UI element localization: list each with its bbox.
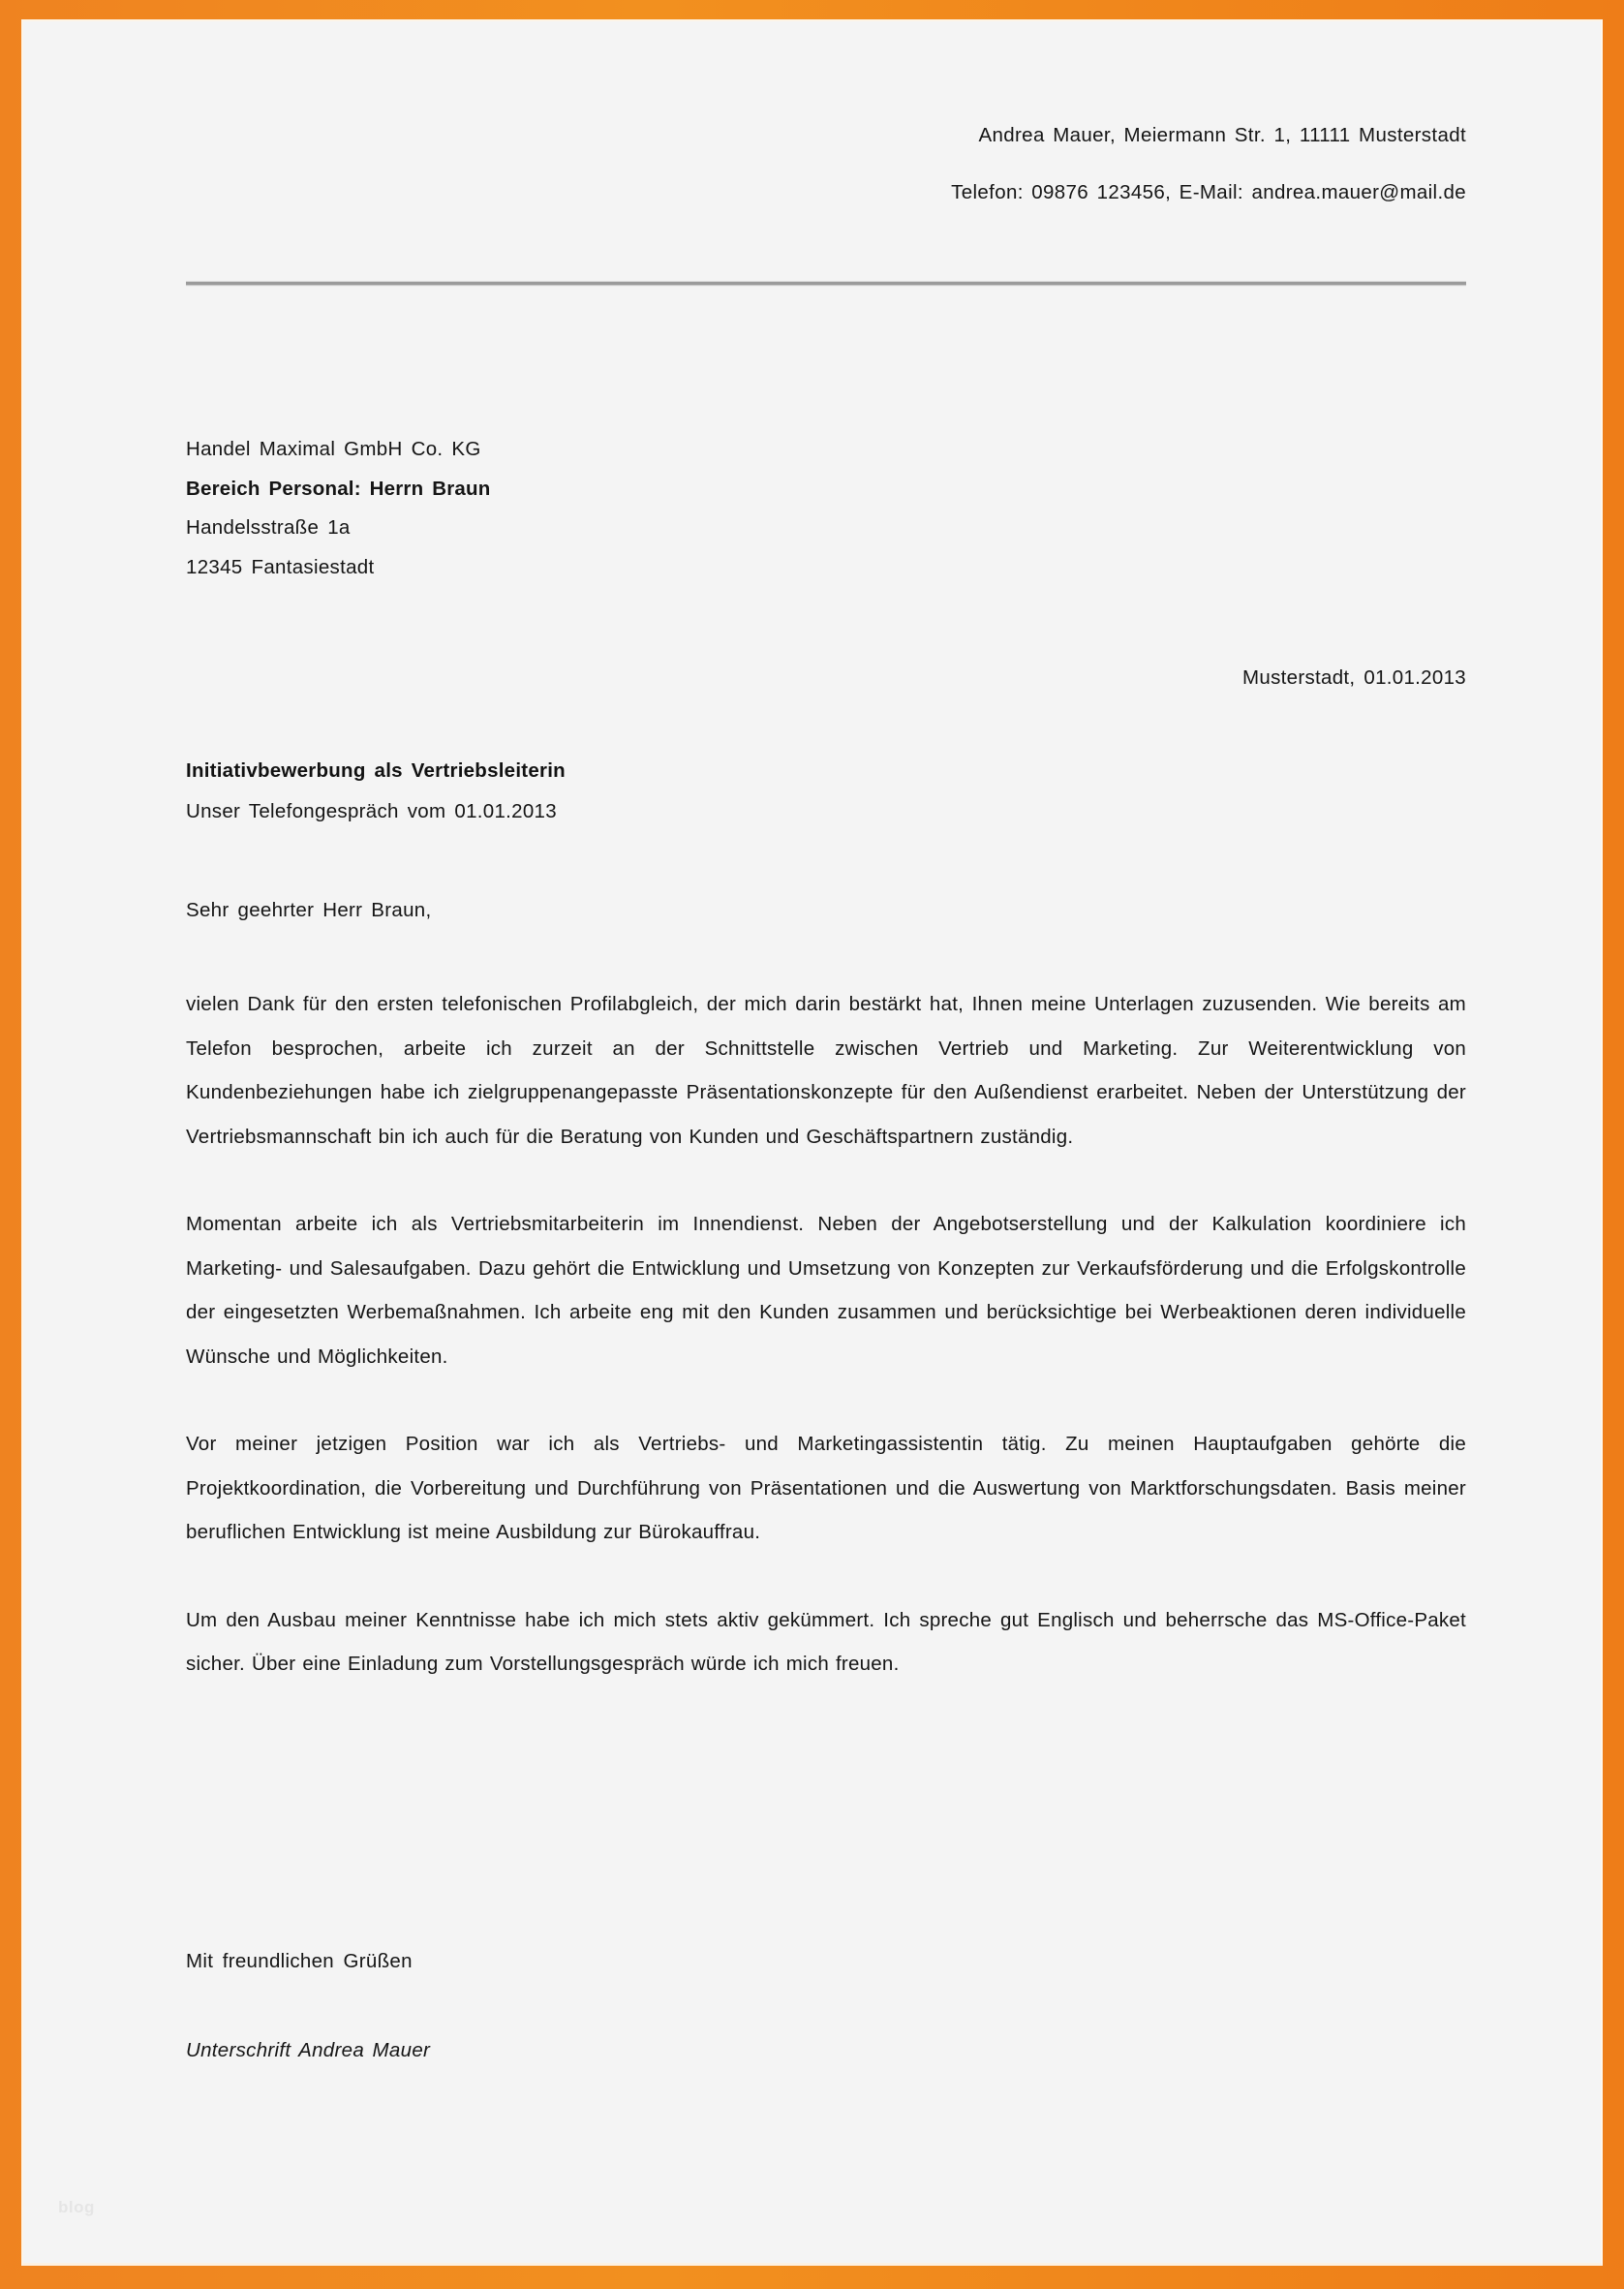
letter-content <box>165 21 1466 2263</box>
closing-greeting: Mit freundlichen Grüßen <box>186 1950 413 1972</box>
header-divider-rule <box>186 281 1466 288</box>
recipient-department: Bereich Personal: Herrn Braun <box>186 477 491 500</box>
body-paragraph: Um den Ausbau meiner Kenntnisse habe ich mich stets aktiv gekümmert. Ich spreche gut Englisch und beherrsche das MS-Office-Paket sicher. Über eine Einladung zum Vorstellungsgespräch würde ich mich freuen. <box>186 1608 1466 1675</box>
letter-sheet <box>21 19 1603 2266</box>
letter-body <box>186 982 1466 1686</box>
sender-header <box>165 126 1466 202</box>
body-paragraph: vielen Dank für den ersten telefonischen Profilabgleich, der mich darin bestärkt hat, Ihnen meine Unterlagen zuzusenden. Wie bereits am Telefon besprochen, arbeite ich zurzeit an der Schnittstelle zwischen Vertrieb und Marketing. Zur Weiterentwicklung von Kundenbeziehungen habe ich zielgruppenangepasste Präsentationskonzepte für den Außendienst erarbeitet. Neben der Unterstützung der Vertriebsmannschaft bin ich auch für die Beratung von Kunden und Geschäftspartnern zuständig. <box>186 993 1466 1148</box>
page-watermark: blog <box>58 2198 95 2216</box>
body-paragraph: Vor meiner jetzigen Position war ich als Vertriebs- und Marketingassistentin tätig. Zu meinen Hauptaufgaben gehörte die Projektkoordination, die Vorbereitung und Durchführung von Präsentationen und die Auswertung von Marktforschungsdaten. Basis meiner beruflichen Entwicklung ist meine Ausbildung zur Bürokauffrau. <box>186 1433 1466 1543</box>
sender-contact-line: Telefon: 09876 123456, E-Mail: andrea.mauer@mail.de <box>951 180 1466 203</box>
body-paragraph: Momentan arbeite ich als Vertriebsmitarbeiterin im Innendienst. Neben der Angebotserstellung und der Kalkulation koordiniere ich Marketing- und Salesaufgaben. Dazu gehört die Entwicklung und Umsetzung von Konzepten zur Verkaufsförderung und die Erfolgskontrolle der eingesetzten Werbemaßnahmen. Ich arbeite eng mit den Kunden zusammen und berücksichtige bei Werbeaktionen deren individuelle Wünsche und Möglichkeiten. <box>186 1213 1466 1368</box>
signature-line: Unterschrift Andrea Mauer <box>186 2039 431 2061</box>
recipient-city: 12345 Fantasiestadt <box>186 555 375 578</box>
recipient-company: Handel Maximal GmbH Co. KG <box>186 438 481 460</box>
recipient-address-block <box>186 440 1057 577</box>
sender-address-line: Andrea Mauer, Meiermann Str. 1, 11111 Musterstadt <box>978 124 1466 146</box>
subject-reference: Unser Telefongespräch vom 01.01.2013 <box>186 799 557 822</box>
salutation: Sehr geehrter Herr Braun, <box>186 899 432 921</box>
subject-block <box>186 761 1251 821</box>
letter-date: Musterstadt, 01.01.2013 <box>1242 666 1466 689</box>
recipient-street: Handelsstraße 1a <box>186 516 351 539</box>
subject-title: Initiativbewerbung als Vertriebsleiterin <box>186 759 566 782</box>
